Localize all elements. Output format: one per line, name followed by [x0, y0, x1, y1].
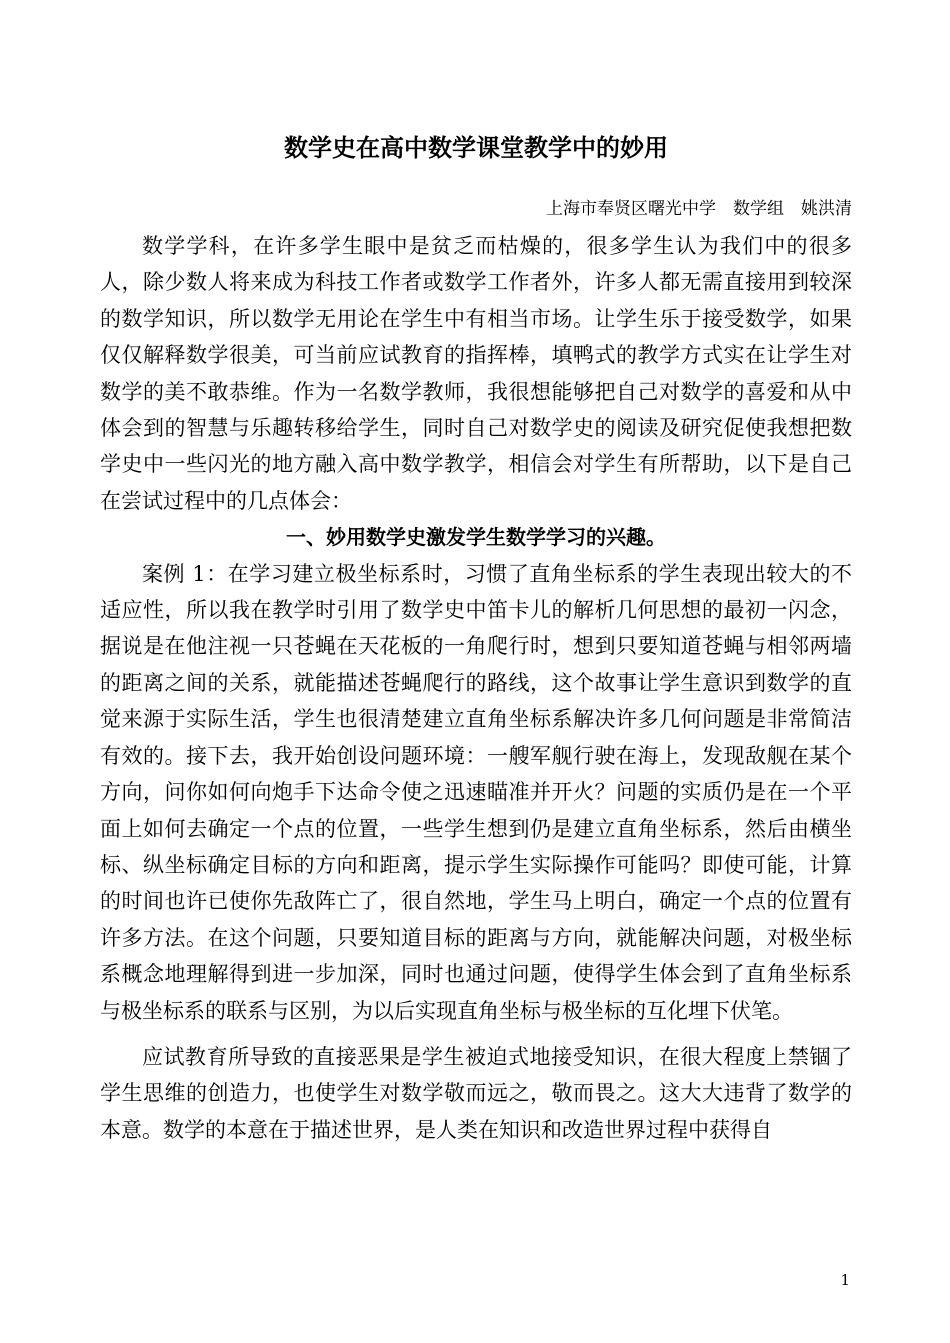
page-number: 1 — [840, 1271, 850, 1289]
author-line: 上海市奉贤区曙光中学 数学组 姚洪清 — [546, 199, 852, 219]
document-title: 数学史在高中数学课堂教学中的妙用 — [284, 134, 668, 162]
case-paragraph: 案例 1：在学习建立极坐标系时，习惯了直角坐标系的学生表现出较大的不适应性，所以我在教学时引用了数学史中笛卡儿的解析几何思想的最初一闪念，据说是在他注视一只苍蝇在天花板的一角爬行时，想到只要知道苍蝇与相邻两墙的距离之间的关系，就能描述苍蝇爬行的路线，这个故事让学生意识到数学的直觉来源于实际生活，学生也很清楚建立直角坐标系解决许多几何问题是非常简洁有效的。接下去，我开始创设问题环境：一艘军舰行驶在海上，发现敌舰在某个方向，问你如何向炮手下达命令使之迅速瞄准并开火？问题的实质仍是在一个平面上如何去确定一个点的位置，一些学生想到仍是建立直角坐标系，然后由横坐标、纵坐标确定目标的方向和距离，提示学生实际操作可能吗？即使可能，计算的时间也许已使你先敌阵亡了，很自然地，学生马上明白，确定一个点的位置有许多方法。在这个问题，只要知道目标的距离与方向，就能解决问题，对极坐标系概念地理解得到进一步加深，同时也通过问题，使得学生体会到了直角坐标系与极坐标系的联系与区别，为以后实现直角坐标与极坐标的互化埋下伏笔。 — [100, 561, 852, 1023]
document-body — [100, 228, 852, 1148]
intro-paragraph: 数学学科，在许多学生眼中是贫乏而枯燥的，很多学生认为我们中的很多人，除少数人将来成为科技工作者或数学工作者外，许多人都无需直接用到较深的数学知识，所以数学无用论在学生中有相当市场。让学生乐于接受数学，如果仅仅解释数学很美，可当前应试教育的指挥棒，填鸭式的教学方式实在让学生对数学的美不敢恭维。作为一名数学教师，我很想能够把自己对数学的喜爱和从中体会到的智慧与乐趣转移给学生，同时自己对数学史的阅读及研究促使我想把数学史中一些闪光的地方融入高中数学教学，相信会对学生有所帮助，以下是自己在尝试过程中的几点体会： — [100, 234, 852, 513]
section-heading: 一、妙用数学史激发学生数学学习的兴趣。 — [286, 525, 666, 550]
closing-paragraph: 应试教育所导致的直接恶果是学生被迫式地接受知识，在很大程度上禁锢了学生思维的创造力，也使学生对数学敬而远之，敬而畏之。这大大违背了数学的本意。数学的本意在于描述世界，是人类在知识和改造世界过程中获得自 — [100, 1044, 852, 1142]
